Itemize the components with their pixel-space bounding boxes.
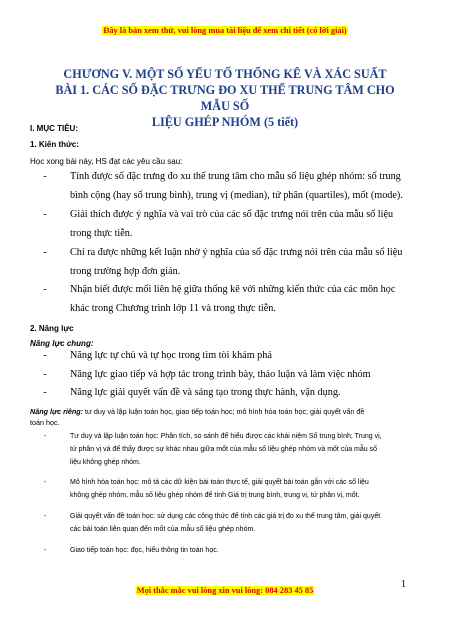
general-competency-label: Năng lực chung: (30, 339, 94, 348)
title-lesson-cont: LIỆU GHÉP NHÓM (5 tiết) (151, 115, 299, 129)
general-competency-item: - Năng lực giao tiếp và hợp tác trong trình bày, thảo luận và làm việc nhóm (43, 369, 371, 380)
knowledge-item: - Chỉ ra được những kết luận nhờ ý nghĩa của số đặc trưng nói trên của mẫu số liệu trong trường hợp đơn giản. (43, 247, 403, 277)
general-competency-item: - Năng lực tự chủ và tự học trong tìm tòi khám phá (43, 350, 272, 361)
knowledge-item: - Nhận biết được mối liên hệ giữa thống kê với những kiến thức của các môn học khác trong Chương trình lớp 11 và trong thực tiễn. (43, 284, 396, 314)
preview-notice-banner (0, 26, 450, 35)
specific-competency-item: - Giải quyết vấn đề toán học: sử dụng các công thức để tính các giá trị đo xu thế trung tâm, giải quyết các bài toán liên quan đến mốt của mẫu số liệu ghép nhóm. (43, 513, 381, 533)
contact-text: Mọi thắc mắc vui lòng xin vui lòng: 084 283 45 85 (136, 586, 314, 595)
page-number: 1 (401, 579, 406, 590)
specific-competency-item: - Giao tiếp toán học: đọc, hiểu thông tin toán học. (43, 547, 219, 554)
title-chapter: CHƯƠNG V. MỘT SỐ YẾU TỐ THỐNG KÊ VÀ XÁC SUẤT (63, 67, 387, 81)
specific-competency-label: Năng lực riêng: (30, 407, 84, 416)
specific-competency-item: - Tư duy và lập luận toán học: Phân tích, so sánh để hiểu được các khái niệm Số trung bình; Trung vị, tứ phân vị và để thấy được sự khác nhau giữa mốt của mẫu số liệu ghép nhóm và mốt của mẫu số liệu không ghép nhóm. (43, 433, 382, 466)
specific-competency-item: - Mô hình hóa toán học: mô tả các dữ kiện bài toán thực tế, giải quyết bài toán gắn với các số liệu không ghép nhóm, mẫu số liệu ghép nhóm để tính Giá trị trung bình, trung vị, tứ phân vị, mốt. (43, 479, 369, 499)
knowledge-heading: 1. Kiến thức: (30, 140, 79, 149)
knowledge-item: - Tính được số đặc trưng đo xu thế trung tâm cho mẫu số liệu ghép nhóm: số trung bình cộng (hay số trung bình), trung vị (median), tứ phân (quartiles), mốt (mode). (43, 171, 403, 201)
contact-banner (0, 586, 450, 595)
title-lesson: BÀI 1. CÁC SỐ ĐẶC TRƯNG ĐO XU THẾ TRUNG TÂM CHO MẪU SỐ (55, 83, 395, 113)
competency-heading: 2. Năng lực (30, 324, 74, 333)
section-objectives-heading: I. MỤC TIÊU: (30, 124, 78, 133)
knowledge-item: - Giải thích được ý nghĩa và vai trò của các số đặc trưng nói trên của mẫu số liệu trong thực tiễn. (43, 209, 394, 239)
document-title (40, 66, 410, 130)
specific-competency-paragraph: Năng lực riêng: tư duy và lập luận toán học, giao tiếp toán học; mô hình hóa toán học; giải quyết vấn đề toán học. (30, 407, 365, 427)
intro-text: Học xong bài này, HS đạt các yêu cầu sau: (30, 157, 183, 166)
general-competency-item: - Năng lực giải quyết vấn đề và sáng tạo trong thực hành, vận dụng. (43, 387, 341, 398)
preview-notice-text: Đây là bản xem thử, vui lòng mua tài liệu để xem chi tiết (có lời giải) (103, 26, 347, 35)
